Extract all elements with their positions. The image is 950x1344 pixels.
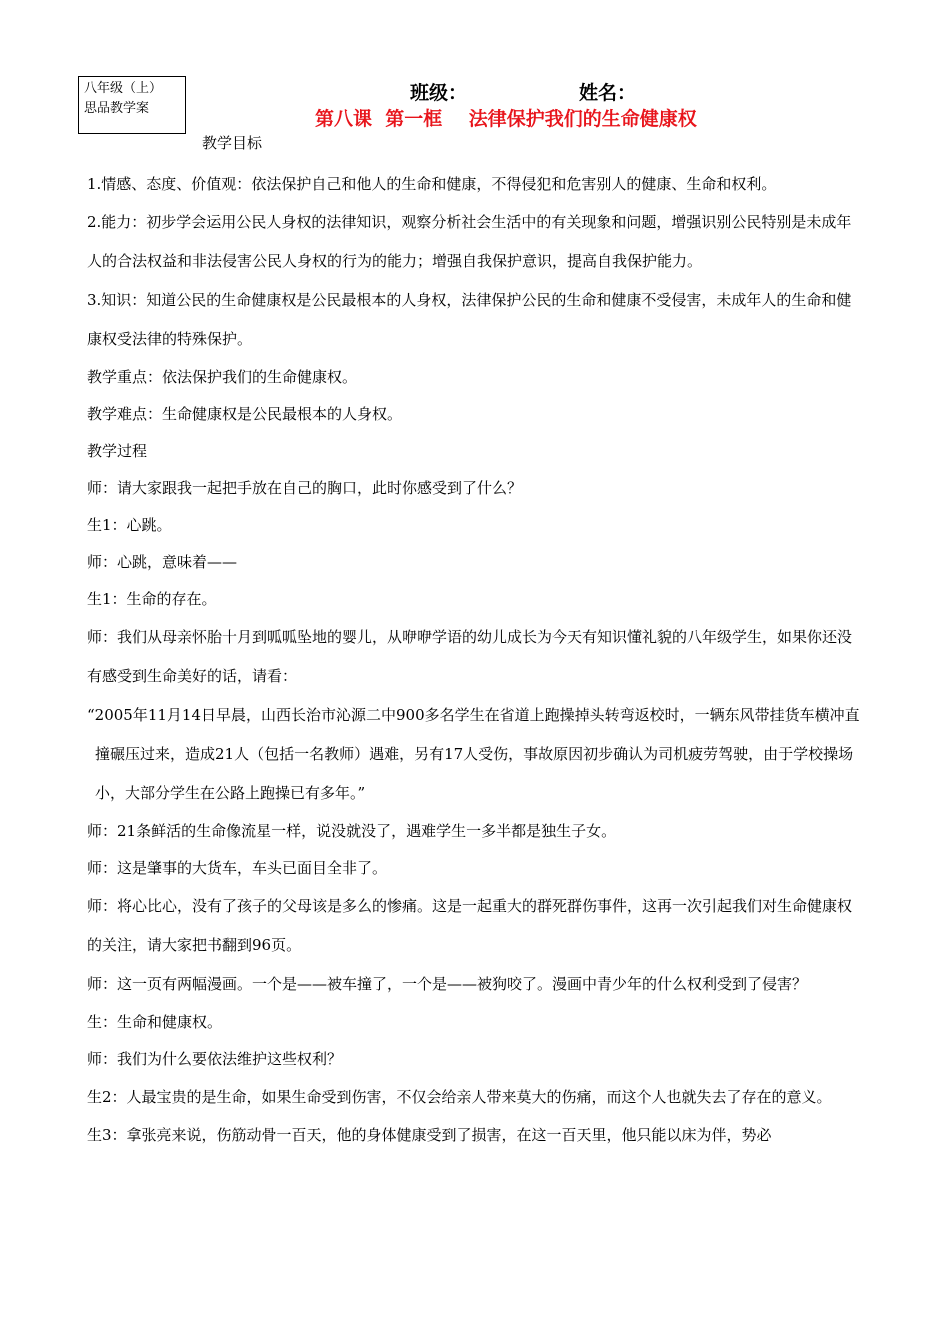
difficult-point: 教学难点：生命健康权是公民最根本的人身权。 [87, 405, 403, 423]
dialogue-line: 生：生命和健康权。 [87, 1013, 223, 1031]
dialogue-line: 生2：人最宝贵的是生命，如果生命受到伤害，不仅会给亲人带来莫大的伤痛，而这个人也就失去了存在的意义。 [87, 1088, 832, 1106]
dialogue-line: 师：我们从母亲怀胎十月到呱呱坠地的婴儿，从咿咿学语的幼儿成长为今天有知识懂礼貌的八年级学生，如果你还没有感受到生命美好的话，请看： [87, 628, 853, 685]
class-label: 班级： [410, 82, 468, 104]
dialogue-line: 师：这是肇事的大货车，车头已面目全非了。 [87, 859, 388, 877]
class-name-line [410, 78, 636, 105]
process-heading: 教学过程 [87, 442, 148, 460]
key-point: 教学重点：依法保护我们的生命健康权。 [87, 368, 358, 386]
dialogue-line: 师：21条鲜活的生命像流星一样，说没就没了，遇难学生一多半都是独生子女。 [87, 822, 617, 840]
dialogue-line: 师：这一页有两幅漫画。一个是——被车撞了，一个是——被狗咬了。漫画中青少年的什么权利受到了侵害？ [87, 975, 808, 993]
goal-ability: 2.能力：初步学会运用公民人身权的法律知识，观察分析社会生活中的有关现象和问题，增强识别公民特别是未成年人的合法权益和非法侵害公民人身权的行为的能力；增强自我保护意识，提高自我保护能力。 [87, 213, 852, 270]
grade-course-box [78, 76, 186, 134]
dialogue-line: 生1：生命的存在。 [87, 590, 217, 608]
dialogue-line: 师：将心比心，没有了孩子的父母该是多么的惨痛。这是一起重大的群死群伤事件，这再一次引起我们对生命健康权的关注，请大家把书翻到96页。 [87, 897, 853, 954]
dialogue-line: 生3：拿张亮来说，伤筋动骨一百天，他的身体健康受到了损害，在这一百天里，他只能以床为伴，势必 [87, 1126, 772, 1144]
news-quote: “2005年11月14日早晨，山西长治市沁源二中900多名学生在省道上跑操掉头转弯返校时，一辆东风带挂货车横冲直撞碾压过来，造成21人（包括一名教师）遇难，另有17人受伤，事故原因初步确认为司机疲劳驾驶，由于学校操场小，大部分学生在公路上跑操已有多年。” [87, 706, 860, 802]
dialogue-line: 师：心跳，意味着—— [87, 553, 238, 571]
body-text [87, 166, 865, 1154]
name-label: 姓名： [579, 82, 637, 104]
goal-emotion: 1.情感、态度、价值观：依法保护自己和他人的生命和健康，不得侵犯和危害别人的健康、生命和权利。 [87, 175, 777, 193]
dialogue-line: 师：请大家跟我一起把手放在自己的胸口，此时你感受到了什么？ [87, 479, 523, 497]
lesson-title: 第八课 第一框 法律保护我们的生命健康权 [315, 108, 697, 130]
goal-knowledge: 3.知识：知道公民的生命健康权是公民最根本的人身权，法律保护公民的生命和健康不受侵害，未成年人的生命和健康权受法律的特殊保护。 [87, 291, 852, 348]
doc-type-label: 思品教学案 [84, 101, 150, 116]
dialogue-line: 生1：心跳。 [87, 516, 172, 534]
dialogue-line: 师：我们为什么要依法维护这些权利？ [87, 1050, 343, 1068]
grade-label: 八年级（上） [84, 81, 163, 96]
goals-heading: 教学目标 [202, 134, 263, 152]
